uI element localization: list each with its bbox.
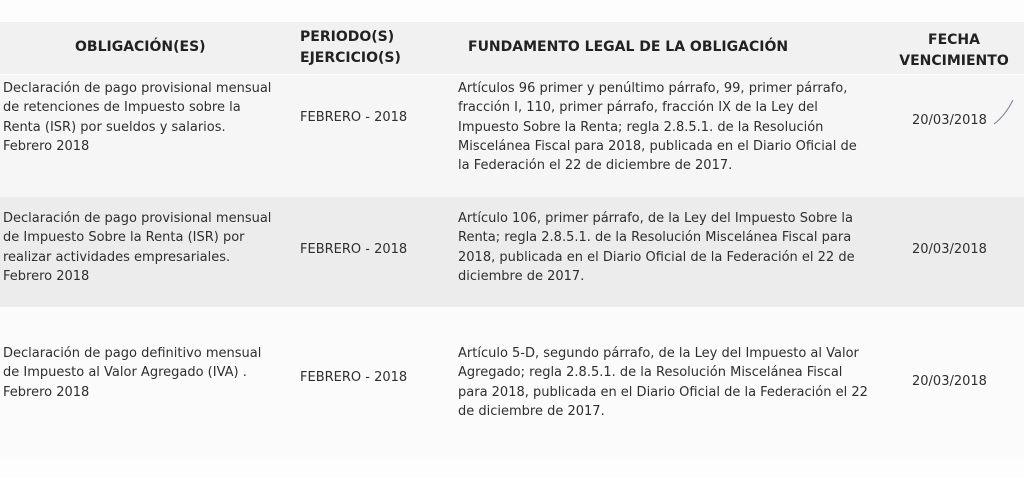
header-fecha-line1: FECHA <box>928 32 980 48</box>
row1-obligacion-line: de retenciones de Impuesto sobre la <box>3 100 241 116</box>
row2-obligacion-line: de Impuesto Sobre la Renta (ISR) por <box>3 230 245 246</box>
header-periodo-line1: PERIODO(S) <box>300 29 395 45</box>
row2-fundamento-line: Artículo 106, primer párrafo, de la Ley del Impuesto Sobre la <box>458 211 853 226</box>
pen-stroke-mark <box>992 96 1016 126</box>
row3-obligacion-line: Declaración de pago definitivo mensual <box>3 346 262 361</box>
row2-fecha-value: 20/03/2018 <box>912 242 987 257</box>
header-periodo <box>300 27 401 69</box>
header-fundamento-label: FUNDAMENTO LEGAL DE LA OBLIGACIÓN <box>468 39 789 55</box>
row3-fundamento-line: de diciembre de 2017. <box>458 403 605 419</box>
row1-obligacion-line: Renta (ISR) por sueldos y salarios. <box>3 119 226 135</box>
row2-obligacion-line: realizar actividades empresariales. <box>3 249 231 265</box>
row3-obligacion <box>3 344 261 402</box>
row1-fundamento-line: la Federación el 22 de diciembre de 2017. <box>458 158 733 174</box>
row1-obligacion-line: Febrero 2018 <box>3 138 90 154</box>
header-obligacion-label: OBLIGACIÓN(ES) <box>75 39 206 55</box>
row2-fundamento-line: 2018, publicada en el Diario Oficial de la Federación el 22 de <box>458 249 855 265</box>
row2-periodo <box>300 240 407 259</box>
row1-fundamento <box>458 79 857 175</box>
header-fecha <box>898 30 1010 72</box>
row3-fundamento-line: Artículo 5-D, segundo párrafo, de la Ley del Impuesto al Valor <box>458 346 859 361</box>
row3-obligacion-line: Febrero 2018 <box>3 384 90 400</box>
row1-obligacion <box>3 79 271 156</box>
row1-fundamento-line: Artículos 96 primer y penúltimo párrafo, 99, primer párrafo, <box>458 81 848 96</box>
header-fundamento <box>468 37 788 58</box>
row2-fundamento-line: Renta; regla 2.8.5.1. de la Resolución Miscelánea Fiscal para <box>458 230 852 246</box>
row3-fundamento <box>458 344 868 421</box>
header-periodo-line2: EJERCICIO(S) <box>300 50 401 66</box>
row3-fundamento-line: Agregado; regla 2.8.5.1. de la Resolución Miscelánea Fiscal <box>458 365 843 381</box>
row2-fundamento <box>458 209 855 286</box>
row2-obligacion-line: Febrero 2018 <box>3 268 90 284</box>
row1-fundamento-line: fracción I, 110, primer párrafo, fracción IX de la Ley del <box>458 100 818 116</box>
row1-fecha-value: 20/03/2018 <box>912 113 987 128</box>
row3-fecha <box>912 372 987 391</box>
row3-periodo-value: FEBRERO - 2018 <box>300 370 408 385</box>
header-obligacion <box>75 37 206 58</box>
row2-obligacion-line: Declaración de pago provisional mensual <box>3 211 272 226</box>
row3-fundamento-line: para 2018, publicada en el Diario Oficial de la Federación el 22 <box>458 384 868 400</box>
row1-fundamento-line: Miscelánea Fiscal para 2018, publicada en el Diario Oficial de <box>458 138 857 154</box>
row3-obligacion-line: de Impuesto al Valor Agregado (IVA) . <box>3 365 247 381</box>
row1-fundamento-line: Impuesto Sobre la Renta; regla 2.8.5.1. de la Resolución <box>458 119 824 135</box>
row3-periodo <box>300 368 407 387</box>
row2-periodo-value: FEBRERO - 2018 <box>300 242 408 257</box>
row2-fundamento-line: diciembre de 2017. <box>458 268 585 284</box>
row1-periodo <box>300 108 407 127</box>
row1-obligacion-line: Declaración de pago provisional mensual <box>3 81 272 96</box>
header-fecha-line2: VENCIMIENTO <box>899 53 1009 69</box>
row1-fecha <box>912 111 987 130</box>
row1-periodo-value: FEBRERO - 2018 <box>300 110 408 125</box>
row2-obligacion <box>3 209 271 286</box>
row2-fecha <box>912 240 987 259</box>
row3-fecha-value: 20/03/2018 <box>912 374 987 389</box>
